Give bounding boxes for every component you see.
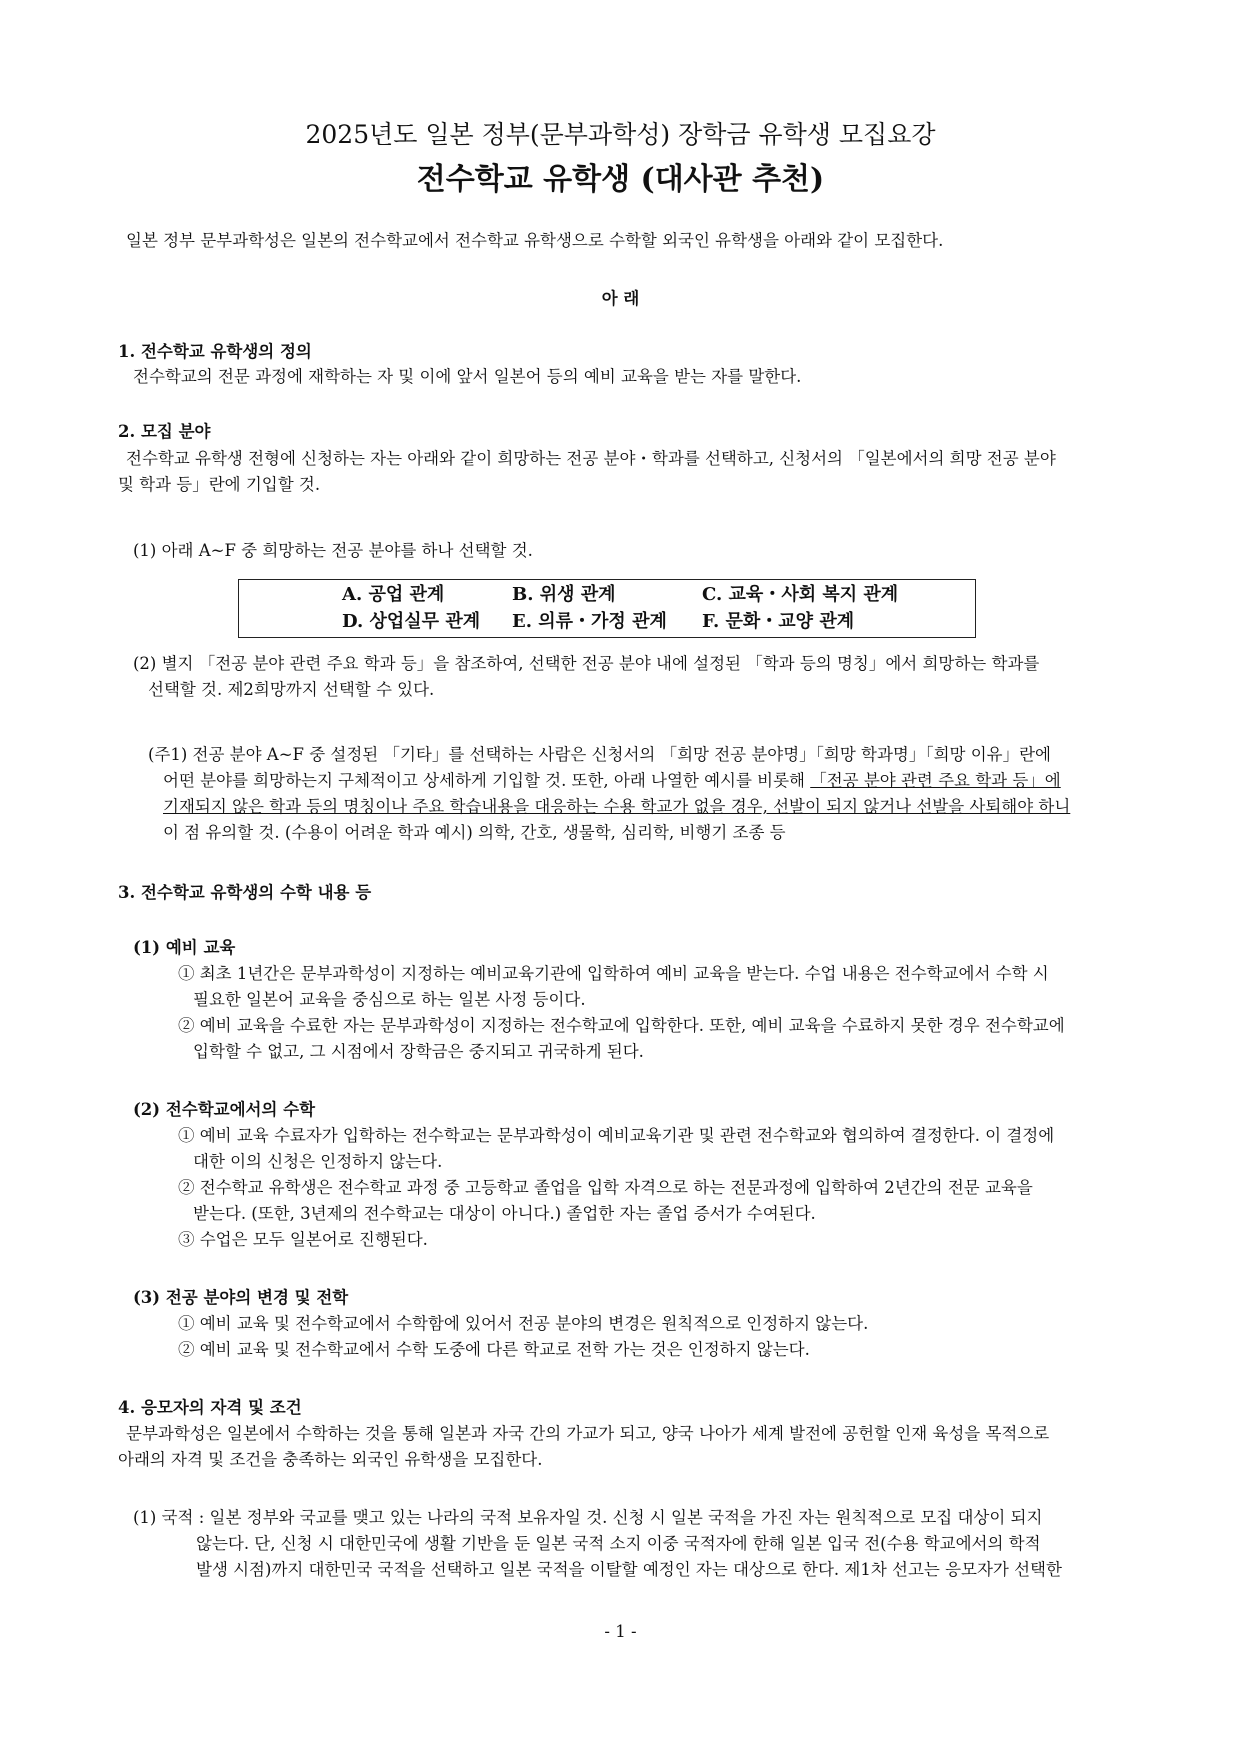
section-3-sub-2-p2-line-1: ② 전수학교 유학생은 전수학교 과정 중 고등학교 졸업을 입학 자격으로 하는 전문과정에 입학하여 2년간의 전문 교육을 [178,1178,1033,1197]
field-a: A. 공업 관계 [342,584,445,605]
section-2-item-2-line-1: (2) 별지 「전공 분야 관련 주요 학과 등」을 참조하여, 선택한 전공 분야 내에 설정된 「학과 등의 명칭」에서 희망하는 학과를 [133,654,1040,673]
field-e: E. 의류・가정 관계 [512,611,667,632]
field-c: C. 교육・사회 복지 관계 [702,584,899,605]
section-3-sub-3-p2: ② 예비 교육 및 전수학교에서 수학 도중에 다른 학교로 전학 가는 것은 인정하지 않는다. [178,1340,810,1359]
note-1-line-2 [163,768,1061,794]
section-3-sub-3-p1: ① 예비 교육 및 전수학교에서 수학함에 있어서 전공 분야의 변경은 원칙적으로 인정하지 않는다. [178,1314,869,1333]
section-3-sub-1-p1-line-2: 필요한 일본어 교육을 중심으로 하는 일본 사정 등이다. [193,990,586,1009]
note-1-line-1: (주1) 전공 분야 A~F 중 설정된 「기타」를 선택하는 사람은 신청서의 「희망 전공 분야명」「희망 학과명」「희망 이유」란에 [148,745,1051,764]
section-2-heading: 2. 모집 분야 [118,422,211,441]
section-2-item-1: (1) 아래 A~F 중 희망하는 전공 분야를 하나 선택할 것. [133,541,533,560]
section-4-body-line-1: 문부과학성은 일본에서 수학하는 것을 통해 일본과 자국 간의 가교가 되고, 양국 나아가 세계 발전에 공헌할 인재 육성을 목적으로 [126,1424,1050,1443]
section-1-heading: 1. 전수학교 유학생의 정의 [118,342,312,361]
section-4-body-line-2: 아래의 자격 및 조건을 충족하는 외국인 유학생을 모집한다. [118,1450,543,1469]
section-3-sub-1-p1-line-1: ① 최초 1년간은 문부과학성이 지정하는 예비교육기관에 입학하여 예비 교육을 받는다. 수업 내용은 전수학교에서 수학 시 [178,964,1049,983]
document-title: 2025년도 일본 정부(문부과학성) 장학금 유학생 모집요강 [305,120,936,149]
section-3-sub-2-p1-line-2: 대한 이의 신청은 인정하지 않는다. [193,1152,443,1171]
section-3-heading: 3. 전수학교 유학생의 수학 내용 등 [118,883,372,902]
section-3-sub-3-heading: (3) 전공 분야의 변경 및 전학 [133,1288,349,1307]
field-d: D. 상업실무 관계 [342,611,481,632]
section-3-sub-1-p2-line-1: ② 예비 교육을 수료한 자는 문부과학성이 지정하는 전수학교에 입학한다. 또한, 예비 교육을 수료하지 못한 경우 전수학교에 [178,1016,1065,1035]
note-1-line-2-underlined: 「전공 분야 관련 주요 학과 등」에 [810,771,1061,790]
section-3-sub-1-heading: (1) 예비 교육 [133,938,236,957]
section-4-item-1-line-2: 않는다. 단, 신청 시 대한민국에 생활 기반을 둔 일본 국적 소지 이중 국적자에 한해 일본 입국 전(수용 학교에서의 학적 [196,1534,1041,1553]
section-3-sub-1-p2-line-2: 입학할 수 없고, 그 시점에서 장학금은 중지되고 귀국하게 된다. [193,1042,644,1061]
note-1-line-2-text: 어떤 분야를 희망하는지 구체적이고 상세하게 기입할 것. 또한, 아래 나열한 예시를 비롯해 [163,771,811,790]
note-1-line-4: 이 점 유의할 것. (수용이 어려운 학과 예시) 의학, 간호, 생물학, 심리학, 비행기 조종 등 [163,823,786,842]
field-b: B. 위생 관계 [512,584,616,605]
section-3-sub-2-p3: ③ 수업은 모두 일본어로 진행된다. [178,1230,428,1249]
section-1-body: 전수학교의 전문 과정에 재학하는 자 및 이에 앞서 일본어 등의 예비 교육을 받는 자를 말한다. [133,367,802,386]
page-number: - 1 - [604,1622,637,1641]
below-heading: 아 래 [601,289,640,308]
section-2-item-2-line-2: 선택할 것. 제2희망까지 선택할 수 있다. [148,680,435,699]
section-2-body-line-2: 및 학과 등」란에 기입할 것. [118,475,321,494]
section-3-sub-2-p1-line-1: ① 예비 교육 수료자가 입학하는 전수학교는 문부과학성이 예비교육기관 및 관련 전수학교와 협의하여 결정한다. 이 결정에 [178,1126,1055,1145]
section-2-body-line-1: 전수학교 유학생 전형에 신청하는 자는 아래와 같이 희망하는 전공 분야・학과를 선택하고, 신청서의 「일본에서의 희망 전공 분야 [126,449,1056,468]
section-4-item-1-line-1: (1) 국적 : 일본 정부와 국교를 맺고 있는 나라의 국적 보유자일 것. 신청 시 일본 국적을 가진 자는 원칙적으로 모집 대상이 되지 [133,1508,1043,1527]
section-3-sub-2-p2-line-2: 받는다. (또한, 3년제의 전수학교는 대상이 아니다.) 졸업한 자는 졸업 증서가 수여된다. [193,1204,816,1223]
section-3-sub-2-heading: (2) 전수학교에서의 수학 [133,1100,316,1119]
section-4-heading: 4. 응모자의 자격 및 조건 [118,1398,302,1417]
field-f: F. 문화・교양 관계 [702,611,855,632]
section-4-item-1-line-3: 발생 시점)까지 대한민국 국적을 선택하고 일본 국적을 이탈할 예정인 자는 대상으로 한다. 제1차 선고는 응모자가 선택한 [196,1560,1062,1579]
note-1-line-3: 기재되지 않은 학과 등의 명칭이나 주요 학습내용을 대응하는 수용 학교가 없을 경우, 선발이 되지 않거나 선발을 사퇴해야 하니 [163,797,1071,816]
intro-paragraph: 일본 정부 문부과학성은 일본의 전수학교에서 전수학교 유학생으로 수학할 외국인 유학생을 아래와 같이 모집한다. [126,231,944,250]
document-subtitle: 전수학교 유학생 (대사관 추천) [416,162,825,197]
